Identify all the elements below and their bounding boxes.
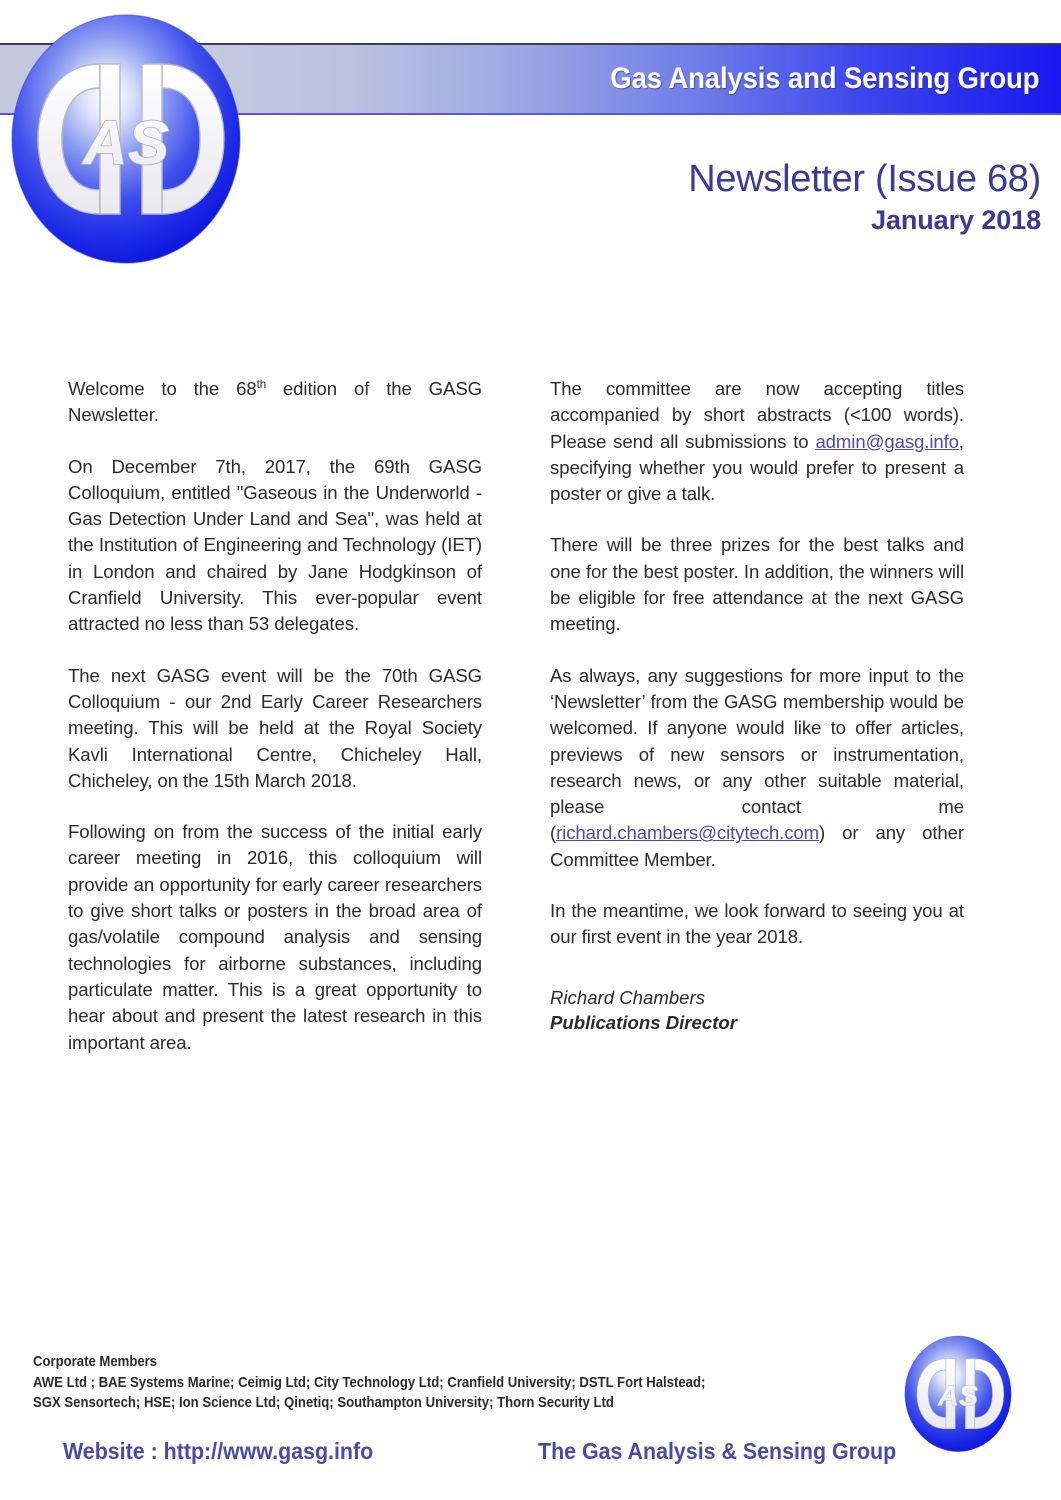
- issue-date: January 2018: [871, 204, 1041, 235]
- gasg-logo-icon: [8, 12, 244, 267]
- suggestions-post: ) or any other Committee Member.: [550, 822, 964, 870]
- submissions-post: , specifying whether you would prefer to present a poster or give a talk.: [550, 430, 964, 505]
- content-columns: [0, 376, 1061, 1056]
- footer-bottom-bar: [0, 1438, 1061, 1478]
- paragraph-suggestions: [550, 663, 964, 873]
- paragraph-prizes: There will be three prizes for the best talks and one for the best poster. In addition, the winners will be eligible for free attendance at the next GASG meeting.: [550, 534, 964, 635]
- paragraph-closing: In the meantime, we look forward to seeing you at our first event in the year 2018.: [550, 900, 964, 948]
- website-link[interactable]: Website : http://www.gasg.info: [63, 1438, 374, 1464]
- welcome-pre: Welcome to the 68: [68, 378, 257, 399]
- corporate-members-heading: Corporate Members: [33, 1354, 158, 1370]
- paragraph-early-career: Following on from the success of the initial early career meeting in 2016, this colloquium will provide an opportunity for early career researchers to give short talks or posters in the broad area of gas/volatile compound analysis and sensing technologies for airborne substances, including particulate matter. This is a great opportunity to hear about and present the latest research in this important area.: [68, 821, 482, 1053]
- page-header: [0, 0, 1061, 300]
- group-name-label: The Gas Analysis & Sensing Group: [538, 1438, 897, 1464]
- admin-email-link[interactable]: admin@gasg.info: [815, 430, 959, 452]
- signature-name: Richard Chambers: [550, 986, 706, 1008]
- signature-role: Publications Director: [550, 1011, 738, 1033]
- svg-text:AS: AS: [937, 1380, 979, 1413]
- ordinal-suffix: th: [256, 378, 266, 391]
- masthead: [688, 160, 1041, 236]
- page-title: Newsletter (Issue 68): [688, 158, 1041, 200]
- right-column: [550, 376, 964, 1056]
- svg-text:AS: AS: [82, 109, 170, 178]
- paragraph-submissions: [550, 376, 964, 507]
- corporate-members-line-1: AWE Ltd ; BAE Systems Marine; Ceimig Ltd; City Technology Ltd; Cranfield University; DSTL Fort Halstead;: [33, 1374, 706, 1391]
- corporate-members-line-2: SGX Sensortech; HSE; Ion Science Ltd; Qinetiq; Southampton University; Thorn Security Ltd: [33, 1395, 614, 1411]
- submissions-pre: The committee are now accepting titles accompanied by short abstracts (<100 words). Please send all submissions to: [550, 378, 964, 452]
- welcome-post: edition of the GASG Newsletter.: [68, 378, 482, 426]
- banner-title: Gas Analysis and Sensing Group: [609, 62, 1039, 95]
- paragraph-colloquium-69: On December 7th, 2017, the 69th GASG Colloquium, entitled "Gaseous in the Underworld - Gas Detection Under Land and Sea", was held at the Institution of Engineering and Technology (IET) in London and chaired by Jane Hodgkinson of Cranfield University. This ever-popular event attracted no less than 53 delegates.: [68, 455, 482, 635]
- paragraph-welcome: [68, 376, 482, 429]
- corporate-members-block: [33, 1352, 705, 1414]
- gasg-logo-footer-icon: [903, 1334, 1013, 1454]
- page-footer: [0, 1340, 1061, 1500]
- richard-email-link[interactable]: richard.chambers@citytech.com: [556, 822, 820, 844]
- left-column: [68, 376, 482, 1056]
- signature-block: [550, 985, 964, 1035]
- paragraph-colloquium-70: The next GASG event will be the 70th GASG Colloquium - our 2nd Early Career Researchers meeting. This will be held at the Royal Society Kavli International Centre, Chicheley Hall, Chicheley, on the 15th March 2018.: [68, 664, 482, 791]
- suggestions-pre: As always, any suggestions for more input to the ‘Newsletter’ from the GASG membership would be welcomed. If anyone would like to offer articles, previews of new sensors or instrumentation, research news, or any other suitable material, please contact me (: [550, 664, 964, 844]
